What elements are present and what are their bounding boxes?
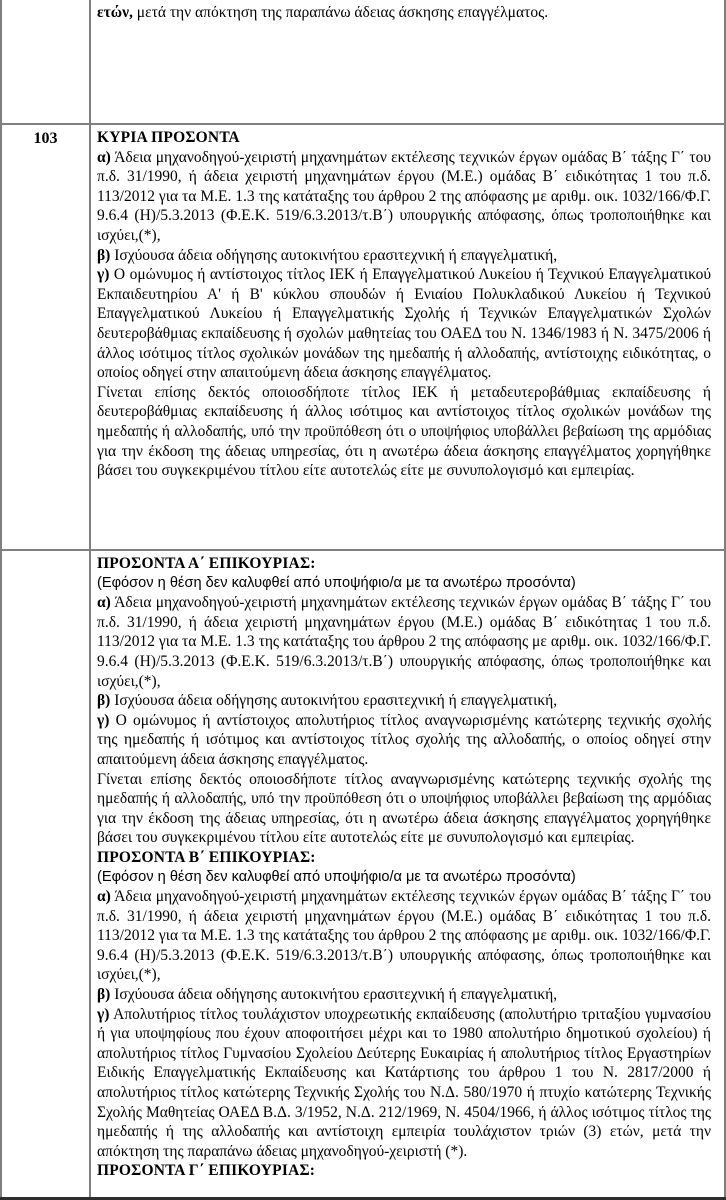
paragraph: [97, 383, 711, 481]
qualifications-cell: [91, 551, 724, 1200]
text-segment: μετά την απόκτηση της παραπάνω άδειας άσκησης επαγγέλματος.: [132, 4, 549, 21]
qualifications-cell: [91, 0, 724, 123]
section-heading: [97, 128, 711, 148]
text-segment: α): [97, 148, 111, 166]
position-code-cell: [2, 0, 91, 123]
text-segment: β): [97, 246, 111, 264]
paragraph: [97, 593, 711, 691]
text-segment: β): [97, 692, 111, 710]
position-code-cell: [2, 551, 91, 1200]
position-code-cell: [2, 125, 91, 549]
paragraph: [97, 770, 711, 848]
text-segment: γ): [97, 711, 110, 729]
text-segment: (Εφόσον η θέση δεν καλυφθεί από υποψήφιο/α με τα ανωτέρω προσόντα): [97, 868, 576, 885]
text-segment: Απολυτήριος τίτλος τουλάχιστον υποχρεωτικής εκπαίδευσης (απολυτήριο τριταξίου γυμνασίου ή για υποψηφίους που έχουν αποφοιτήσει μέχρι και το 1980 απολυτήριο δημοτικού σχολείου) ή απολυτήριος τίτλος Γυμνασίου Σχολείου Δεύτερης Ευκαιρίας ή απολυτήριος τίτλος Εργαστηρίων Ειδικής Επαγγελματικής Εκπαίδευσης και Κατάρτισης του άρθρου 1 του Ν. 2817/2000 ή απολυτήριος τίτλος κατώτερης Τεχνικής Σχολής του Ν.Δ. 580/1970 ή πτυχίο κατώτερης Τεχνικής Σχολής Μαθητείας ΟΑΕΔ Β.Δ. 3/1952, Ν.Δ. 212/1969, Ν. 4504/1966, ή άλλος ισότιμος τίτλος της ημεδαπής ή της αλλοδαπής και αντίστοιχη εμπειρία τουλάχιστον τριών (3) ετών, μετά την απόκτηση της παραπάνω άδειας μηχανοδηγού-χειριστή (*).: [97, 1005, 711, 1160]
table-row: [2, 551, 724, 1200]
section-heading: [97, 1161, 711, 1181]
text-segment: Ισχύουσα άδεια οδήγησης αυτοκινήτου ερασιτεχνική ή επαγγελματική,: [110, 692, 558, 710]
paragraph: [97, 265, 711, 383]
paragraph: [97, 148, 711, 246]
paragraph: [97, 691, 711, 711]
text-segment: Γίνεται επίσης δεκτός οποιοσδήποτε τίτλος αναγνωρισμένης κατώτερης τεχνικής σχολής της ημεδαπής ή αλλοδαπής, υπό την προϋπόθεση ότι ο υποψήφιος υποβάλλει βεβαίωση της αρμόδιας για την έκδοση της άδειας υπηρεσίας, ότι η ανωτέρω άδεια άσκησης επαγγέλματος χορηγήθηκε βάσει του συγκεκριμένου τίτλου είτε αυτοτελώς είτε με συνυπολογισμό και εμπειρίας.: [97, 770, 711, 847]
qualifications-cell: [91, 125, 724, 549]
text-segment: β): [97, 986, 111, 1004]
text-segment: Ο ομώνυμος ή αντίστοιχος απολυτήριος τίτλος αναγνωρισμένης κατώτερης τεχνικής σχολής της ημεδαπής ή ισότιμος και αντίστοιχος τίτλος σχολής της αλλοδαπής, ο οποίος οδηγεί στην απαιτούμενη άδεια άσκησης επαγγέλματος.: [97, 711, 711, 768]
text-segment: (Εφόσον η θέση δεν καλυφθεί από υποψήφιο/α με τα ανωτέρω προσόντα): [97, 574, 576, 591]
text-segment: ΚΥΡΙΑ ΠΡΟΣΟΝΤΑ: [97, 129, 240, 146]
condition-note: [97, 574, 711, 594]
text-segment: γ): [97, 266, 110, 284]
section-heading: [97, 554, 711, 574]
text-segment: ΠΡΟΣΟΝΤΑ Α΄ ΕΠΙΚΟΥΡΙΑΣ:: [97, 555, 316, 572]
text-segment: α): [97, 594, 111, 612]
text-segment: Ο ομώνυμος ή αντίστοιχος τίτλος ΙΕΚ ή Επαγγελματικού Λυκείου ή Τεχνικού Επαγγελματικού Εκπαιδευτηρίου Α' ή Β' κύκλου σπουδών ή Ενιαίου Πολυκλαδικού Λυκείου ή Τεχνικού Επαγγελματικού Λυκείου ή Επαγγελματικής Σχολής ή Τεχνικών Επαγγελματικών Σχολών δευτεροβάθμιας εκπαίδευσης ή σχολών μαθητείας του ΟΑΕΔ του Ν. 1346/1983 ή Ν. 3475/2006 ή άλλος ισότιμος τίτλος σχολικών μονάδων της ημεδαπής ή αλλοδαπής, αντίστοιχης ειδικότητας, ο οποίος οδηγεί στην απαιτούμενη άδεια άσκησης επαγγέλματος.: [97, 266, 711, 382]
section-heading: [97, 848, 711, 868]
text-segment: Άδεια μηχανοδηγού-χειριστή μηχανημάτων εκτέλεσης τεχνικών έργων ομάδας Β΄ τάξης Γ΄ του π.δ. 31/1990, ή άδεια χειριστή μηχανημάτων έργου (Μ.Ε.) ομάδας Β΄ ειδικότητας 1 του π.δ. 113/2012 για τα Μ.Ε. 1.3 της κατάταξης του άρθρου 2 της απόφασης με αριθμ. οικ. 1032/166/Φ.Γ. 9.6.4 (Η)/5.3.2013 (Φ.Ε.Κ. 519/6.3.2013/τ.Β΄) υπουργικής απόφασης, όπως τροποποιήθηκε και ισχύει,(*),: [97, 888, 711, 984]
text-segment: Ισχύουσα άδεια οδήγησης αυτοκινήτου ερασιτεχνική ή επαγγελματική,: [110, 246, 558, 264]
text-segment: ΠΡΟΣΟΝΤΑ Γ΄ ΕΠΙΚΟΥΡΙΑΣ:: [97, 1162, 316, 1180]
text-segment: Άδεια μηχανοδηγού-χειριστή μηχανημάτων εκτέλεσης τεχνικών έργων ομάδας Β΄ τάξης Γ΄ του π.δ. 31/1990, ή άδεια χειριστή μηχανημάτων έργου (Μ.Ε.) ομάδας Β΄ ειδικότητας 1 του π.δ. 113/2012 για τα Μ.Ε. 1.3 της κατάταξης του άρθρου 2 της απόφασης με αριθμ. οικ. 1032/166/Φ.Γ. 9.6.4 (Η)/5.3.2013 (Φ.Ε.Κ. 519/6.3.2013/τ.Β΄) υπουργικής απόφασης, όπως τροποποιήθηκε και ισχύει,(*),: [97, 594, 711, 690]
text-segment: Άδεια μηχανοδηγού-χειριστή μηχανημάτων εκτέλεσης τεχνικών έργων ομάδας Β΄ τάξης Γ΄ του π.δ. 31/1990, ή άδεια χειριστή μηχανημάτων έργου (Μ.Ε.) ομάδας Β΄ ειδικότητας 1 του π.δ. 113/2012 για τα Μ.Ε. 1.3 της κατάταξης του άρθρου 2 της απόφασης με αριθμ. οικ. 1032/166/Φ.Γ. 9.6.4 (Η)/5.3.2013 (Φ.Ε.Κ. 519/6.3.2013/τ.Β΄) υπουργικής απόφασης, όπως τροποποιήθηκε και ισχύει,(*),: [97, 148, 711, 244]
paragraph: [97, 1005, 711, 1162]
table-row: [2, 125, 724, 551]
paragraph: [97, 3, 711, 23]
paragraph: [97, 246, 711, 266]
condition-note: [97, 868, 711, 888]
text-segment: γ): [97, 1005, 110, 1023]
text-segment: α): [97, 888, 111, 906]
text-segment: ΠΡΟΣΟΝΤΑ Β΄ ΕΠΙΚΟΥΡΙΑΣ:: [97, 848, 316, 866]
text-segment: Ισχύουσα άδεια οδήγησης αυτοκινήτου ερασιτεχνική ή επαγγελματική,: [110, 986, 558, 1004]
position-code: 103: [33, 130, 58, 147]
paragraph: [97, 985, 711, 1005]
text-segment: Γίνεται επίσης δεκτός οποιοσδήποτε τίτλος ΙΕΚ ή μεταδευτεροβάθμιας εκπαίδευσης ή δευτεροβάθμιας εκπαίδευσης ή άλλος ισότιμος και αντίστοιχος τίτλος σχολικών μονάδων της ημεδαπής ή αλλοδαπής, υπό την προϋπόθεση ότι ο υποψήφιος υποβάλλει βεβαίωση της αρμόδιας για την έκδοση της άδειας υπηρεσίας, ότι η ανωτέρω άδεια άσκησης επαγγέλματος χορηγήθηκε βάσει του συγκεκριμένου τίτλου είτε αυτοτελώς είτε με συνυπολογισμό και εμπειρίας.: [97, 383, 711, 480]
paragraph: [97, 711, 711, 770]
table-row: [2, 0, 724, 125]
text-segment: ετών,: [97, 4, 133, 21]
paragraph: [97, 887, 711, 985]
